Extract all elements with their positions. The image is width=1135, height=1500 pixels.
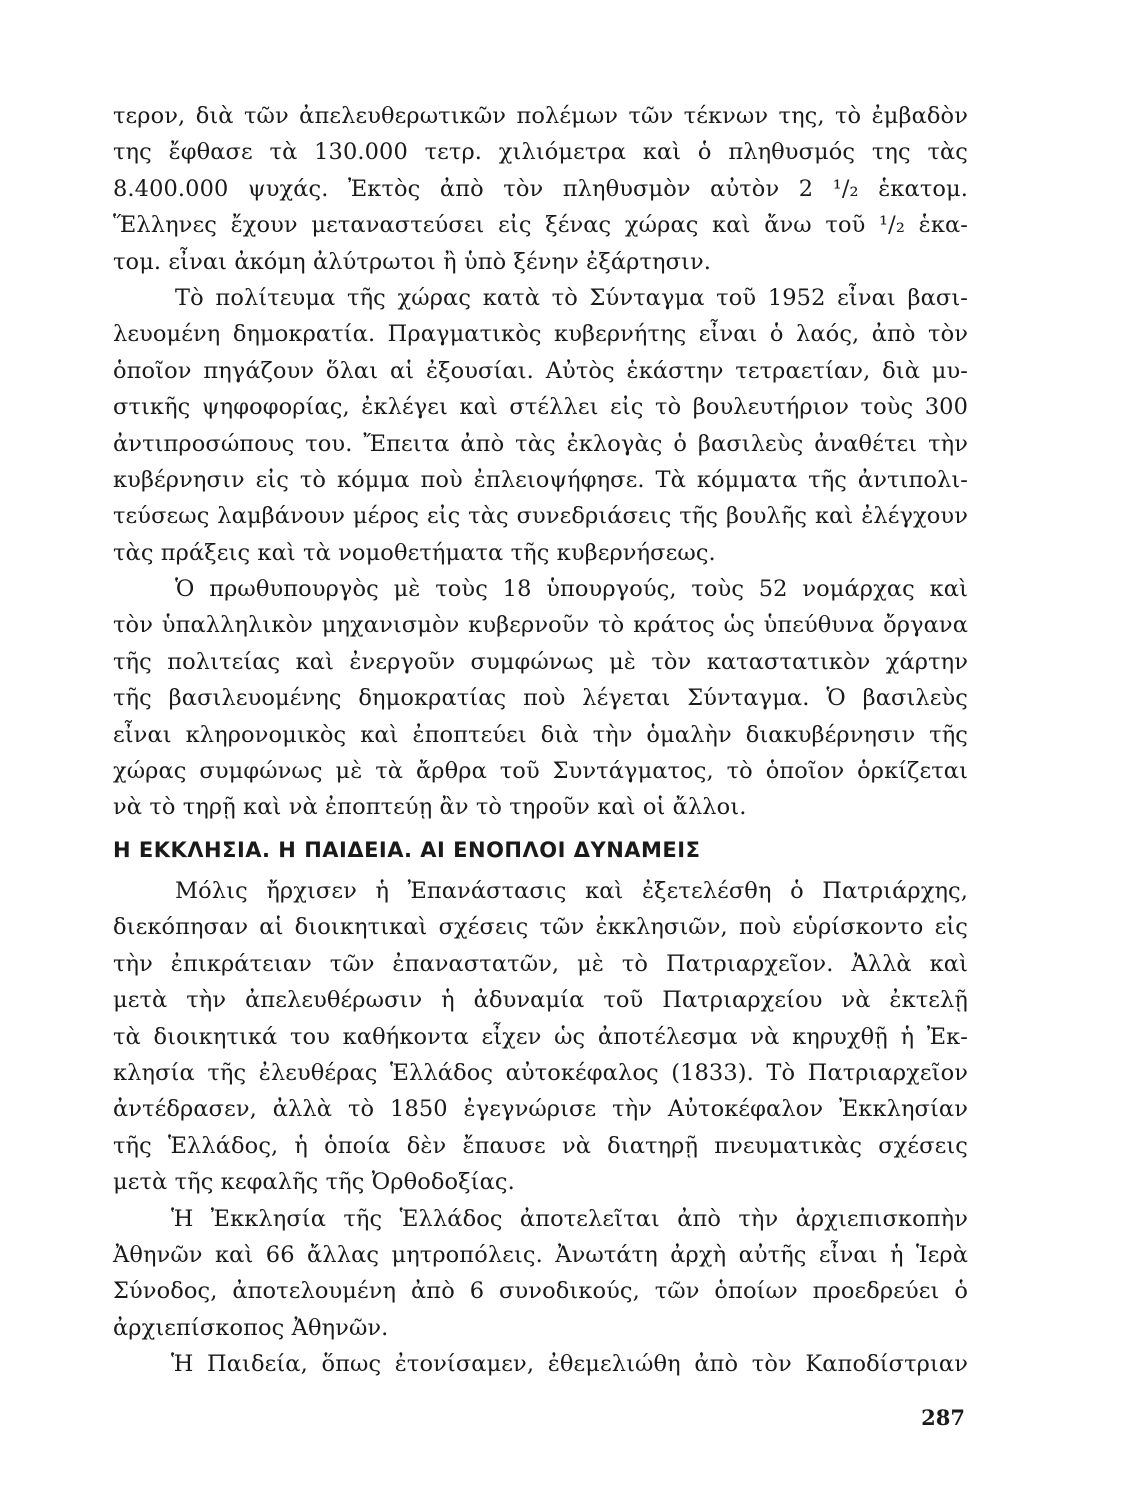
text-line: τὸν ὑπαλληλικὸν μηχανισμὸν κυβερνοῦν τὸ κράτος ὡς ὑπεύθυνα ὄργανα	[113, 612, 968, 639]
text-line: μετὰ τῆς κεφαλῆς τῆς Ὀρθοδοξίας.	[113, 1169, 515, 1196]
text-line: Ἕλληνες ἔχουν μεταναστεύσει εἰς ξένας χώρας καὶ ἄνω τοῦ ¹/₂ ἑκα-	[113, 212, 968, 239]
section-2-text	[113, 873, 968, 1382]
text-line: τῆς πολιτείας καὶ ἐνεργοῦν συμφώνως μὲ τὸν καταστατικὸν χάρτην	[113, 648, 968, 675]
text-line: στικῆς ψηφοφορίας, ἐκλέγει καὶ στέλλει εἰς τὸ βουλευτήριον τοὺς 300	[113, 394, 968, 421]
page-number: 287	[921, 1405, 965, 1430]
text-line: τεύσεως λαμβάνουν μέρος εἰς τὰς συνεδριάσεις τῆς βουλῆς καὶ ἐλέγχουν	[113, 503, 968, 530]
text-line: Ἡ Ἐκκλησία τῆς Ἑλλάδος ἀποτελεῖται ἀπὸ τὴν ἀρχιεπισκοπὴν	[171, 1205, 968, 1232]
text-line: τὰ διοικητικά του καθήκοντα εἶχεν ὡς ἀποτέλεσμα νὰ κηρυχθῇ ἡ Ἐκ-	[113, 1023, 968, 1050]
text-line: ἀρχιεπίσκοπος Ἀθηνῶν.	[113, 1314, 389, 1341]
text-line: λευομένη δημοκρατία. Πραγματικὸς κυβερνήτης εἶναι ὁ λαός, ἀπὸ τὸν	[113, 321, 968, 348]
section-1-text	[113, 98, 968, 826]
text-line: τερον, διὰ τῶν ἀπελευθερωτικῶν πολέμων τῶν τέκνων της, τὸ ἐμβαδὸν	[113, 103, 968, 129]
text-line: Σύνοδος, ἀποτελουμένη ἀπὸ 6 συνοδικούς, τῶν ὁποίων προεδρεύει ὁ	[113, 1278, 968, 1305]
text-line: εἶναι κληρονομικὸς καὶ ἐποπτεύει διὰ τὴν ὁμαλὴν διακυβέρνησιν τῆς	[113, 721, 968, 748]
text-line: Τὸ πολίτευμα τῆς χώρας κατὰ τὸ Σύνταγμα τοῦ 1952 εἶναι βασι-	[175, 284, 968, 311]
text-line: μετὰ τὴν ἀπελευθέρωσιν ἡ ἀδυναμία τοῦ Πατριαρχείου νὰ ἐκτελῇ	[113, 987, 968, 1014]
text-line: Ὁ πρωθυπουργὸς μὲ τοὺς 18 ὑπουργούς, τοὺς 52 νομάρχας καὶ	[175, 576, 968, 603]
text-line: νὰ τὸ τηρῇ καὶ νὰ ἐποπτεύῃ ἂν τὸ τηροῦν καὶ οἱ ἄλλοι.	[113, 794, 747, 821]
text-line: τῆς βασιλευομένης δημοκρατίας ποὺ λέγεται Σύνταγμα. Ὁ βασιλεὺς	[113, 685, 968, 712]
text-line: τὴν ἐπικράτειαν τῶν ἐπαναστατῶν, μὲ τὸ Πατριαρχεῖον. Ἀλλὰ καὶ	[113, 950, 968, 977]
text-line: κλησία τῆς ἐλευθέρας Ἑλλάδος αὐτοκέφαλος (1833). Τὸ Πατριαρχεῖον	[113, 1059, 968, 1086]
text-line: ἀντέδρασεν, ἀλλὰ τὸ 1850 ἐγεγνώρισε τὴν Αὐτοκέφαλον Ἐκκλησίαν	[113, 1096, 968, 1123]
text-line: τῆς Ἑλλάδος, ἡ ὁποία δὲν ἔπαυσε νὰ διατηρῇ πνευματικὰς σχέσεις	[113, 1132, 968, 1159]
text-line: 8.400.000 ψυχάς. Ἐκτὸς ἀπὸ τὸν πληθυσμὸν αὐτὸν 2 ¹/₂ ἑκατομ.	[113, 175, 968, 202]
section-heading: Η ΕΚΚΛΗΣΙΑ. Η ΠΑΙΔΕΙΑ. ΑΙ ΕΝΟΠΛΟΙ ΔΥΝΑΜΕΙΣ	[113, 838, 701, 862]
text-line: ὁποῖον πηγάζουν ὅλαι αἱ ἐξουσίαι. Αὐτὸς ἑκάστην τετραετίαν, διὰ μυ-	[113, 357, 968, 384]
text-line: ἀντιπροσώπους του. Ἔπειτα ἀπὸ τὰς ἐκλογὰς ὁ βασιλεὺς ἀναθέτει τὴν	[113, 430, 968, 457]
text-line: διεκόπησαν αἱ διοικητικαὶ σχέσεις τῶν ἐκκλησιῶν, ποὺ εὑρίσκοντο εἰς	[113, 914, 968, 941]
text-line: κυβέρνησιν εἰς τὸ κόμμα ποὺ ἐπλειοψήφησε. Τὰ κόμματα τῆς ἀντιπολι-	[113, 466, 968, 493]
text-line: Ἀθηνῶν καὶ 66 ἄλλας μητροπόλεις. Ἀνωτάτη ἀρχὴ αὐτῆς εἶναι ἡ Ἱερὰ	[113, 1241, 968, 1268]
text-line: τομ. εἶναι ἀκόμη ἀλύτρωτοι ἢ ὑπὸ ξένην ἐξάρτησιν.	[113, 248, 711, 275]
text-line: τὰς πράξεις καὶ τὰ νομοθετήματα τῆς κυβερνήσεως.	[113, 539, 716, 566]
text-line: χώρας συμφώνως μὲ τὰ ἄρθρα τοῦ Συντάγματος, τὸ ὁποῖον ὁρκίζεται	[113, 758, 968, 785]
text-line: Μόλις ἤρχισεν ἡ Ἐπανάστασις καὶ ἐξετελέσθη ὁ Πατριάρχης,	[175, 878, 968, 904]
text-line: Ἡ Παιδεία, ὅπως ἐτονίσαμεν, ἐθεμελιώθη ἀπὸ τὸν Καποδίστριαν	[171, 1351, 968, 1378]
text-line: της ἔφθασε τὰ 130.000 τετρ. χιλιόμετρα καὶ ὁ πληθυσμός της τὰς	[113, 139, 968, 166]
